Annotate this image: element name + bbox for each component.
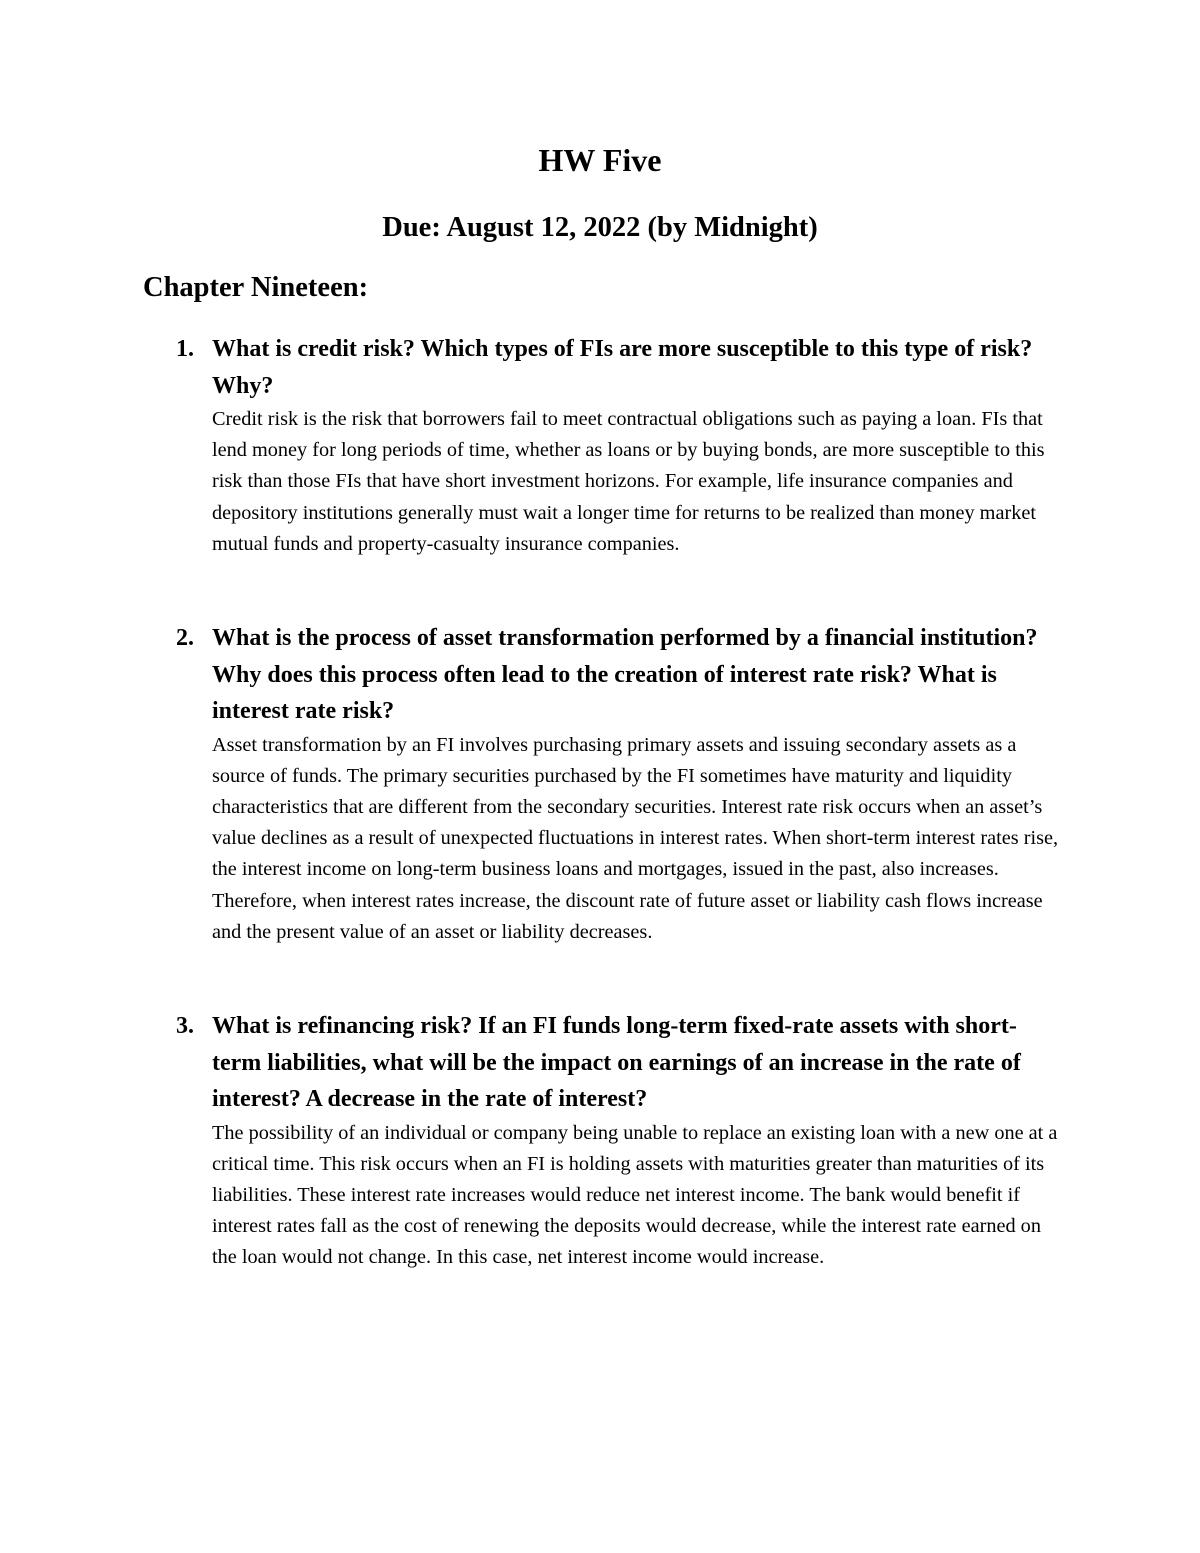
question-text: What is refinancing risk? If an FI funds long-term fixed-rate assets with short-term liabilities, what will be the impact on earnings of an increase in the rate of interest? A decrease in the rate of interest?: [212, 1013, 1021, 1112]
question-item-1: [176, 331, 1056, 560]
chapter-heading: Chapter Nineteen:: [143, 272, 369, 303]
answer-text: Credit risk is the risk that borrowers fail to meet contractual obligations such as paying a loan. FIs that lend money for long periods of time, whether as loans or by buying bonds, are more susceptible to this risk than those FIs that have short investment horizons. For example, life insurance companies and depository institutions generally must wait a longer time for returns to be realized than money market mutual funds and property-casualty insurance companies.: [212, 408, 1045, 555]
question-number: 2.: [176, 625, 194, 651]
answer-text: The possibility of an individual or company being unable to replace an existing loan with a new one at a critical time. This risk occurs when an FI is holding assets with maturities greater than maturities of its liabilities. These interest rate increases would reduce net interest income. The bank would benefit if interest rates fall as the cost of renewing the deposits would decrease, while the interest rate earned on the loan would not change. In this case, net interest income would increase.: [212, 1121, 1058, 1269]
question-number: 1.: [176, 336, 194, 362]
question-text: What is the process of asset transformation performed by a financial institution? Why does this process often lead to the creation of interest rate risk? What is interest rate risk?: [212, 625, 1038, 724]
question-item-2: [176, 620, 1059, 948]
answer-text: Asset transformation by an FI involves purchasing primary assets and issuing secondary assets as a source of funds. The primary securities purchased by the FI sometimes have maturity and liquidity characteristics that are different from the secondary securities. Interest rate risk occurs when an asset’s value declines as a result of unexpected fluctuations in interest rates. When short-term interest rates rise, the interest income on long-term business loans and mortgages, issued in the past, also increases. Therefore, when interest rates increase, the discount rate of future asset or liability cash flows increase and the present value of an asset or liability decreases.: [212, 733, 1059, 943]
due-date-heading: Due: August 12, 2022 (by Midnight): [382, 212, 818, 243]
document-title: HW Five: [538, 142, 662, 178]
question-text: What is credit risk? Which types of FIs are more susceptible to this type of risk? Why?: [212, 336, 1033, 399]
question-item-3: [176, 1008, 1056, 1274]
question-number: 3.: [176, 1013, 194, 1039]
